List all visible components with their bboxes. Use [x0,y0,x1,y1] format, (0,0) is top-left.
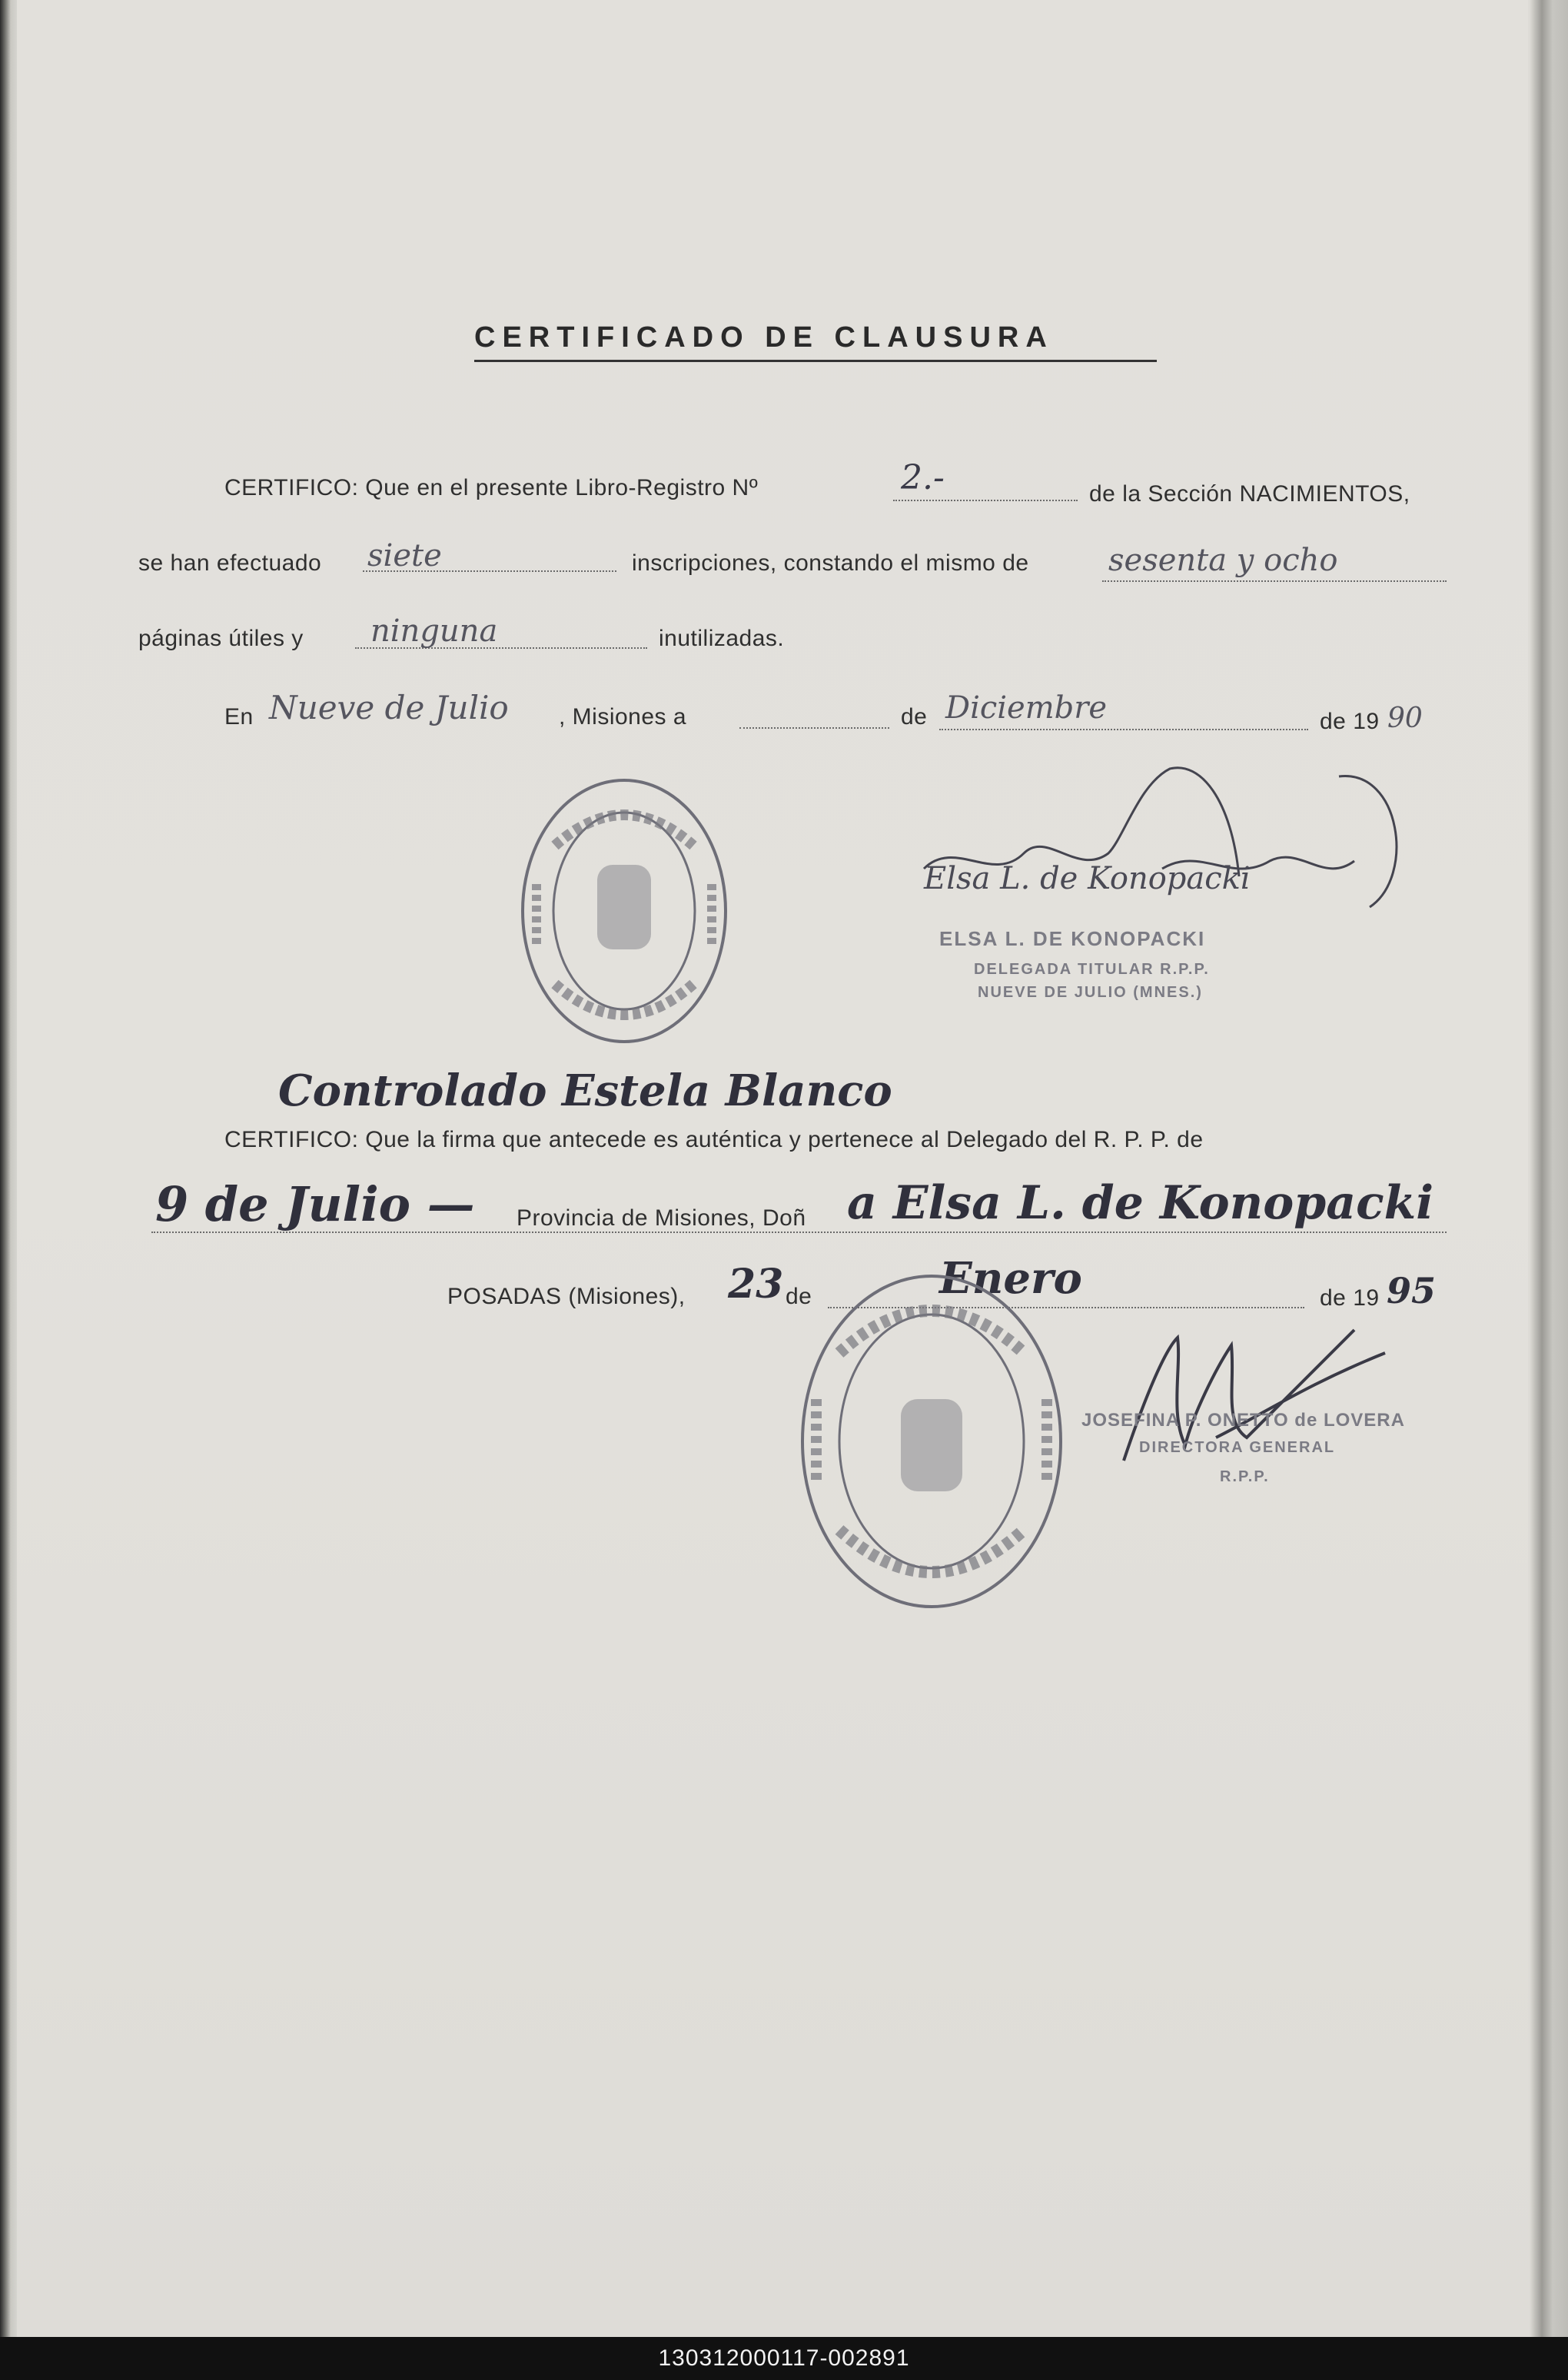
seal-2-graphic [786,1261,1078,1622]
handwritten-year-2: 95 [1387,1270,1437,1311]
number-dotted-line [893,500,1078,501]
archive-id-bar [0,2337,1568,2380]
handwritten-delegate-name: a Elsa L. de Konopacki [847,1176,1434,1230]
posadas-year-prefix: de 19 [1320,1285,1380,1311]
signature-2-stamp-org: R.P.P. [1220,1468,1270,1485]
posadas-date-prefix: POSADAS (Misiones), [447,1284,686,1309]
handwritten-month: Diciembre [945,690,1108,726]
certify-line-2-prefix: se han efectuado [138,550,322,576]
document-title: CERTIFICADO DE CLAUSURA [474,321,1054,354]
handwritten-book-number: 2.- [901,458,945,497]
signature-1-scribble [909,753,1431,953]
certify-line-3-suffix: inutilizadas. [659,626,785,651]
signature-1-stamp-name: ELSA L. DE KONOPACKI [939,927,1206,950]
certify-line-2-middle: inscripciones, constando el mismo de [632,550,1029,576]
handwritten-delegation-place: 9 de Julio — [155,1176,475,1232]
signature-2-stamp-name: JOSEFINA P. ONETTO de LOVERA [1081,1410,1405,1431]
handwritten-controlled-note: Controlado Estela Blanco [278,1065,892,1116]
handwritten-place: Nueve de Julio [269,689,509,726]
certify-line-3-prefix: páginas útiles y [138,626,304,651]
date-line-year-prefix: de 19 [1320,709,1380,734]
handwritten-inscription-count: siete [367,538,442,573]
document-page [17,0,1528,2337]
date-line-prefix: En [224,704,254,730]
line-6-province: Provincia de Misiones, Doñ [517,1205,806,1231]
archive-id-label: 130312000117-002891 [658,2345,910,2371]
day-dotted-line [739,727,889,729]
title-underline [474,360,1157,362]
pages-dotted-line [1102,580,1447,582]
handwritten-month-2: Enero [939,1253,1082,1304]
date-line-de: de [901,704,928,730]
date-line-comma-misiones: , Misiones a [559,704,687,730]
signature-1-stamp-place: NUEVE DE JULIO (MNES.) [978,984,1203,1001]
handwritten-signature-1: Elsa L. de Konopacki [924,861,1251,896]
handwritten-year: 90 [1387,703,1423,734]
posadas-date-de: de [786,1284,812,1309]
certify-line-1-prefix: CERTIFICO: Que en el presente Libro-Registro Nº [224,475,759,500]
handwritten-page-count: sesenta y ocho [1108,543,1338,578]
handwritten-day: 23 [728,1261,784,1308]
certify-line-1-suffix: de la Sección NACIMIENTOS, [1089,481,1410,507]
month-dotted-line [939,729,1308,730]
signature-2-stamp-role: DIRECTORA GENERAL [1139,1439,1336,1456]
signature-1-stamp-role: DELEGADA TITULAR R.P.P. [974,961,1210,978]
second-certify-line: CERTIFICO: Que la firma que antecede es auténtica y pertenece al Delegado del R. P. P. de [224,1127,1204,1152]
handwritten-unused-pages: ninguna [370,613,498,649]
seal-1-graphic [509,769,739,1053]
